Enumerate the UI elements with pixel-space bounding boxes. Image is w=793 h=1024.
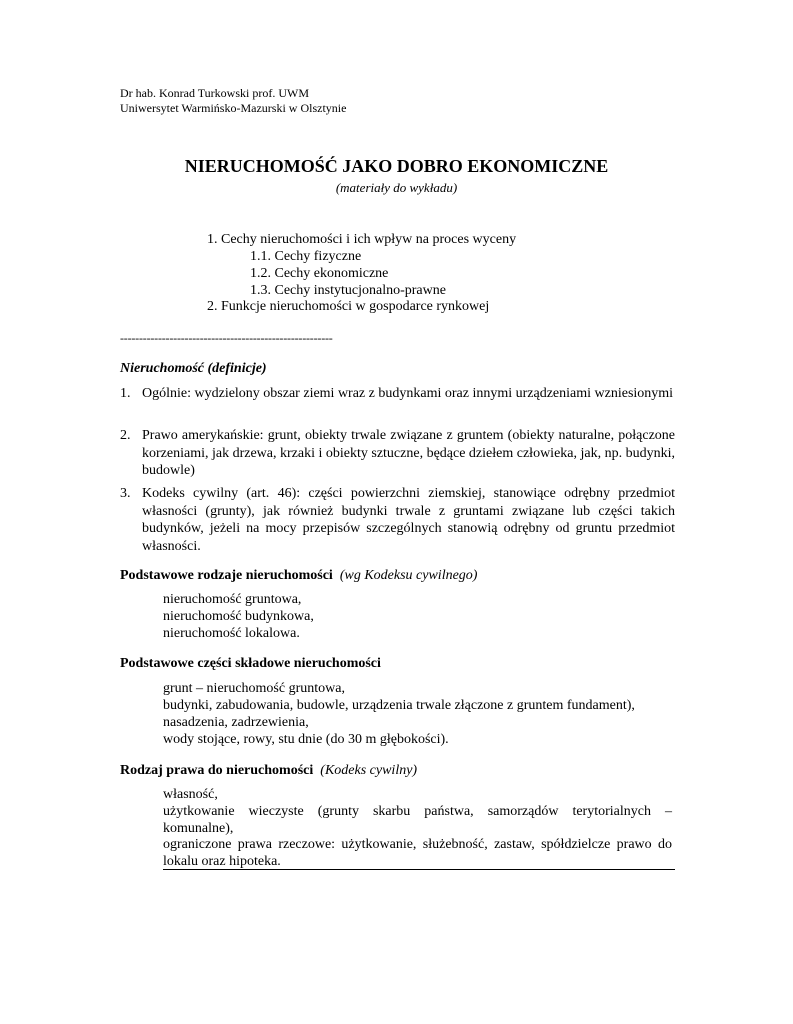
toc-item: 1. Cechy nieruchomości i ich wpływ na proces wyceny bbox=[207, 232, 517, 247]
author-line: Dr hab. Konrad Turkowski prof. UWM bbox=[120, 86, 309, 100]
rights-heading-text: Rodzaj prawa do nieruchomości bbox=[120, 763, 314, 778]
list-item: nieruchomość gruntowa, bbox=[163, 592, 302, 607]
list-item: ograniczone prawa rzeczowe: użytkowanie, służebność, zastaw, spółdzielcze prawo do lokalu oraz hipoteka. bbox=[163, 837, 672, 869]
rights-heading bbox=[120, 763, 417, 779]
definition-number: 1. bbox=[120, 386, 131, 401]
document-subtitle: (materiały do wykładu) bbox=[335, 180, 458, 195]
definition-item bbox=[120, 385, 675, 403]
rights-heading-note: (Kodeks cywilny) bbox=[320, 763, 418, 778]
definition-item bbox=[120, 485, 675, 555]
list-item: nieruchomość lokalowa. bbox=[163, 626, 300, 641]
definitions-heading: Nieruchomość (definicje) bbox=[120, 361, 267, 376]
toc-item: 1.2. Cechy ekonomiczne bbox=[250, 266, 389, 281]
definition-text: Prawo amerykańskie: grunt, obiekty trwale związane z gruntem (obiekty naturalne, połączone korzeniami, jak drzewa, krzaki i obiekty sztuczne, będące dziełem człowieka, jak, np. budynki, budowle) bbox=[142, 428, 675, 478]
list-item: własność, bbox=[163, 787, 218, 802]
bottom-rule bbox=[163, 869, 675, 870]
toc-item: 1.1. Cechy fizyczne bbox=[250, 249, 362, 264]
definition-item bbox=[120, 427, 675, 480]
institution-line: Uniwersytet Warmińsko-Mazurski w Olsztynie bbox=[120, 101, 347, 115]
toc-item: 2. Funkcje nieruchomości w gospodarce rynkowej bbox=[207, 299, 490, 314]
document-title: NIERUCHOMOŚĆ JAKO DOBRO EKONOMICZNE bbox=[184, 156, 609, 176]
types-heading-note: (wg Kodeksu cywilnego) bbox=[339, 568, 478, 583]
definition-number: 2. bbox=[120, 428, 131, 443]
definition-text: Ogólnie: wydzielony obszar ziemi wraz z budynkami oraz innymi urządzeniami wzniesionymi bbox=[142, 386, 674, 401]
list-item: wody stojące, rowy, stu dnie (do 30 m głębokości). bbox=[163, 732, 449, 747]
list-item: nasadzenia, zadrzewienia, bbox=[163, 715, 309, 730]
definition-number: 3. bbox=[120, 486, 131, 501]
components-heading: Podstawowe części składowe nieruchomości bbox=[120, 656, 381, 671]
list-item: budynki, zabudowania, budowle, urządzenia trwale złączone z gruntem fundament), bbox=[163, 698, 635, 713]
toc-item: 1.3. Cechy instytucjonalno-prawne bbox=[250, 283, 446, 298]
dashed-divider: -------------------------------------------------------- bbox=[120, 331, 333, 345]
definition-text: Kodeks cywilny (art. 46): części powierzchni ziemskiej, stanowiące odrębny przedmiot własności (grunty), jak również budynki trwale z gruntami związane lub części takich budynków, jeżeli na mocy przepisów szczególnych stanowią odrębny od gruntu przedmiot własności. bbox=[142, 486, 675, 554]
types-heading-text: Podstawowe rodzaje nieruchomości bbox=[120, 568, 333, 583]
list-item: nieruchomość budynkowa, bbox=[163, 609, 314, 624]
types-heading bbox=[120, 568, 477, 584]
list-item: użytkowanie wieczyste (grunty skarbu państwa, samorządów terytorialnych – komunalne), bbox=[163, 804, 672, 836]
list-item: grunt – nieruchomość gruntowa, bbox=[163, 681, 345, 696]
